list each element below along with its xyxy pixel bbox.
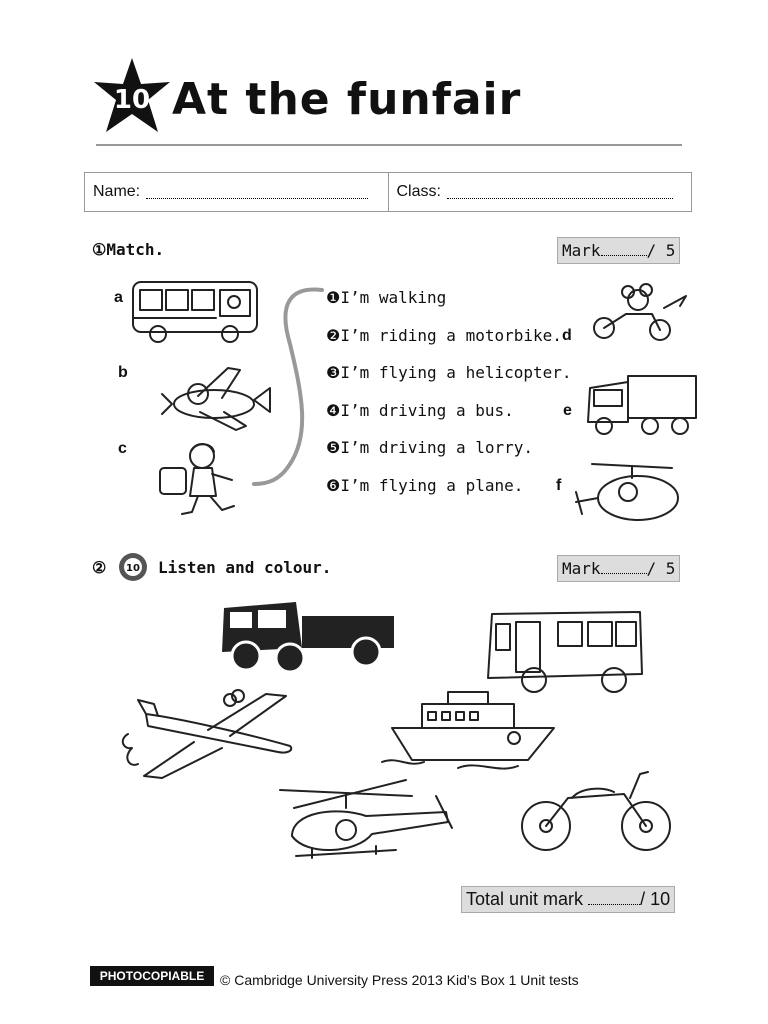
bus-colouring-picture[interactable] (484, 608, 646, 694)
page-title: At the funfair (172, 74, 522, 125)
audio-track-number: 10 (126, 563, 140, 574)
plane-picture (158, 364, 274, 438)
photocopiable-badge: PHOTOCOPIABLE (90, 966, 214, 986)
motorbike-colouring-picture[interactable] (514, 768, 678, 858)
total-mark-box (461, 886, 675, 913)
lorry-picture (584, 372, 700, 438)
name-cell (85, 173, 388, 211)
total-mark-field[interactable] (588, 890, 640, 905)
sentence-1: ❶I’m walking (326, 288, 447, 307)
sentence-5: ❺I’m driving a lorry. (326, 438, 533, 457)
sentence-6: ❻I’m flying a plane. (326, 476, 524, 495)
unit-star-icon (92, 56, 172, 136)
audio-track-icon[interactable] (118, 552, 148, 582)
name-class-box (84, 172, 692, 212)
letter-c: c (118, 440, 127, 457)
exercise1-heading (92, 240, 164, 259)
exercise1-mark-label: Mark (562, 241, 601, 260)
exercise1-instruction: Match. (106, 240, 165, 259)
helicopter-colouring-picture[interactable] (276, 776, 462, 868)
exercise2-instruction: Listen and colour. (158, 558, 332, 577)
sentence-3: ❸I’m flying a helicopter. (326, 363, 572, 382)
exercise2-mark-label: Mark (562, 559, 601, 578)
letter-b: b (118, 364, 128, 381)
letter-d: d (562, 327, 572, 344)
copyright-footer: © Cambridge University Press 2013 Kid’s Box 1 Unit tests (220, 972, 579, 988)
walking-girl-picture (156, 440, 246, 520)
unit-number: 10 (113, 85, 151, 115)
total-mark-value: / 10 (640, 889, 671, 909)
letter-f: f (556, 477, 562, 494)
exercise2-mark-field[interactable] (601, 561, 647, 574)
name-field[interactable] (146, 186, 368, 199)
total-mark-label: Total unit mark (466, 889, 584, 909)
sentence-4: ❹I’m driving a bus. (326, 401, 514, 420)
exercise2-mark-total: / 5 (646, 559, 676, 578)
class-label: Class: (396, 183, 441, 200)
motorbike-mouse-picture (590, 284, 690, 344)
exercise1-number: ① (92, 240, 107, 259)
letter-a: a (114, 289, 123, 306)
exercise2-mark-box (557, 555, 680, 582)
exercise2-number: ② (92, 558, 107, 577)
class-field[interactable] (447, 186, 673, 199)
exercise1-mark-box (557, 237, 680, 264)
helicopter-small-picture (572, 458, 684, 534)
lorry-colouring-picture[interactable] (216, 598, 396, 676)
class-cell (388, 173, 692, 211)
exercise1-mark-total: / 5 (646, 241, 676, 260)
plane-colouring-picture[interactable] (118, 690, 306, 786)
name-label: Name: (93, 183, 141, 200)
title-divider (96, 144, 682, 146)
bus-picture (130, 278, 262, 348)
letter-e: e (563, 402, 572, 419)
sentence-2: ❷I’m riding a motorbike. (326, 326, 562, 345)
exercise1-mark-field[interactable] (601, 243, 647, 256)
